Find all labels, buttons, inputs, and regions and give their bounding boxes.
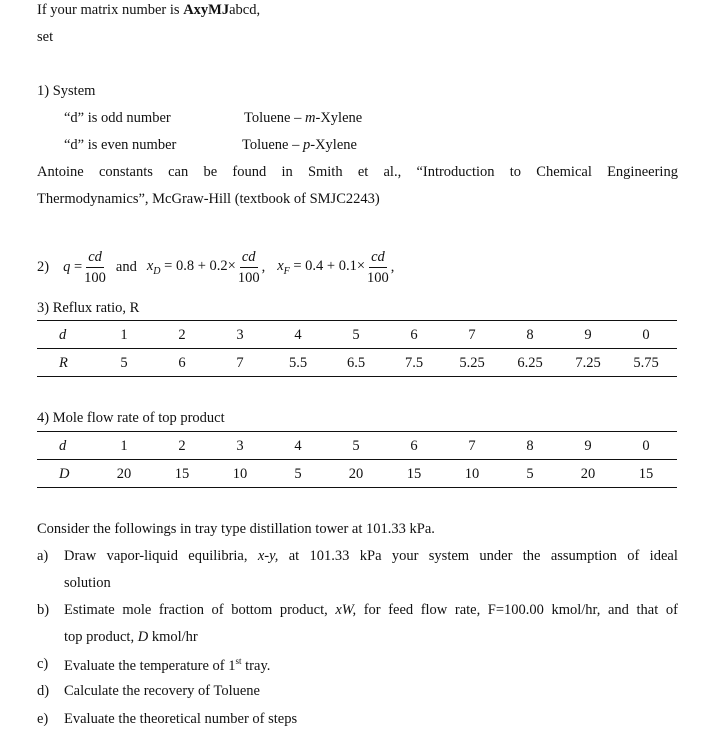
word: equilibria, bbox=[188, 548, 248, 564]
header-line-1 bbox=[37, 2, 260, 19]
frac-xd bbox=[238, 247, 260, 288]
frac-xf-den: 100 bbox=[367, 269, 389, 286]
equation-line bbox=[37, 244, 394, 290]
word: Draw bbox=[64, 548, 97, 564]
word: under bbox=[479, 548, 513, 564]
word: be bbox=[203, 164, 218, 180]
end-comma: , bbox=[390, 258, 395, 275]
word: the bbox=[522, 548, 541, 564]
table-cell: 20 bbox=[116, 466, 132, 482]
top-row1-head: d bbox=[59, 438, 67, 454]
table-cell: 7.5 bbox=[404, 355, 424, 371]
question-e-text: Evaluate the theoretical number of steps bbox=[64, 711, 298, 727]
word: Smith bbox=[307, 164, 343, 180]
table-cell: 5.25 bbox=[459, 355, 485, 371]
table-cell: 1 bbox=[120, 327, 128, 343]
table-rule-top bbox=[37, 320, 677, 321]
word: rate, bbox=[454, 602, 481, 618]
header-matrix-bold: AxyMJ bbox=[183, 2, 230, 18]
table-cell: 15 bbox=[174, 466, 190, 482]
even-pair-a: Toluene – bbox=[242, 137, 303, 153]
question-d-label: d) bbox=[37, 683, 50, 699]
frac-xf-num: cd bbox=[369, 247, 387, 268]
antoine-line-2: Thermodynamics”, McGraw-Hill (textbook of SMJC2243) bbox=[37, 191, 380, 207]
table-cell: 5 bbox=[352, 438, 360, 454]
c-text-a: Evaluate the temperature of 1 bbox=[64, 657, 236, 674]
word: system bbox=[428, 548, 470, 564]
word: Antoine bbox=[37, 164, 84, 180]
table-cell: 4 bbox=[294, 438, 302, 454]
word: vapor-liquid bbox=[106, 548, 178, 564]
word: et bbox=[357, 164, 369, 180]
question-a-line-1 bbox=[64, 548, 678, 565]
table-cell: 4 bbox=[294, 327, 302, 343]
table-cell: 0 bbox=[642, 327, 650, 343]
word: assumption bbox=[550, 548, 617, 564]
even-pair bbox=[242, 137, 357, 154]
odd-pair-b: m bbox=[305, 110, 316, 126]
word: that bbox=[636, 602, 659, 618]
table-cell: 3 bbox=[236, 438, 244, 454]
table-cell: 0 bbox=[642, 438, 650, 454]
b-line2-c: kmol/hr bbox=[148, 629, 198, 645]
table-cell: 7 bbox=[468, 327, 476, 343]
frac-q-den: 100 bbox=[84, 269, 106, 286]
header-line-2: set bbox=[37, 29, 54, 45]
table-cell: 5 bbox=[352, 327, 360, 343]
item2-label: 2) bbox=[37, 258, 50, 275]
word: feed bbox=[388, 602, 414, 618]
word: of bbox=[211, 602, 224, 618]
question-c-label: c) bbox=[37, 656, 49, 672]
word: kmol/hr, bbox=[551, 602, 601, 618]
xd-value: = 0.8 + 0.2× bbox=[160, 257, 236, 274]
word: at bbox=[288, 548, 300, 564]
table-cell: 5 bbox=[526, 466, 534, 482]
table-cell: 6.25 bbox=[517, 355, 543, 371]
table-cell: 8 bbox=[526, 438, 534, 454]
frac-xd-num: cd bbox=[240, 247, 258, 268]
frac-q-num: cd bbox=[86, 247, 104, 268]
and-word: and bbox=[115, 258, 137, 275]
b-line2-b: D bbox=[137, 629, 149, 645]
word: of bbox=[627, 548, 640, 564]
word: al., bbox=[383, 164, 402, 180]
word: in bbox=[281, 164, 293, 180]
word: xW, bbox=[335, 602, 357, 618]
even-pair-c: -Xylene bbox=[310, 137, 357, 153]
even-condition: “d” is even number bbox=[64, 137, 177, 153]
odd-pair-a: Toluene – bbox=[244, 110, 305, 126]
separator: , bbox=[261, 258, 266, 275]
question-b-line-2 bbox=[64, 629, 198, 646]
word: and bbox=[608, 602, 629, 618]
question-d-text: Calculate the recovery of Toluene bbox=[64, 683, 260, 699]
word: Chemical bbox=[536, 164, 592, 180]
table-cell: 5.5 bbox=[288, 355, 308, 371]
frac-xd-den: 100 bbox=[237, 269, 260, 286]
word: kPa bbox=[359, 548, 382, 564]
word: your bbox=[391, 548, 419, 564]
word: F=100.00 bbox=[487, 602, 544, 618]
table-cell: 5 bbox=[120, 355, 128, 371]
table-cell: 8 bbox=[526, 327, 534, 343]
c-text-b: tray. bbox=[241, 657, 271, 674]
table-cell: 5 bbox=[294, 466, 302, 482]
question-b-label: b) bbox=[37, 602, 50, 618]
word: to bbox=[509, 164, 522, 180]
table-rule-mid bbox=[37, 459, 677, 460]
word: of bbox=[665, 602, 678, 618]
system-label: 1) System bbox=[37, 83, 96, 99]
xf-sub: F bbox=[283, 265, 290, 277]
table-cell: 9 bbox=[584, 438, 592, 454]
xd-symbol: x bbox=[146, 257, 154, 274]
reflux-row1-head: d bbox=[59, 327, 67, 343]
table-cell: 6 bbox=[410, 438, 418, 454]
word: x-y, bbox=[257, 548, 279, 564]
word: 101.33 bbox=[309, 548, 350, 564]
word: constants bbox=[98, 164, 153, 180]
questions-intro: Consider the followings in tray type distillation tower at 101.33 kPa. bbox=[37, 521, 435, 537]
reflux-row2-head: R bbox=[59, 355, 68, 371]
word: ideal bbox=[649, 548, 678, 564]
table-cell: 10 bbox=[464, 466, 480, 482]
xd-sub: D bbox=[153, 265, 161, 277]
q-symbol: q = bbox=[63, 258, 83, 275]
even-pair-b: p bbox=[303, 137, 311, 153]
word: “Introduction bbox=[416, 164, 495, 180]
question-a-label: a) bbox=[37, 548, 49, 564]
table-cell: 20 bbox=[580, 466, 596, 482]
frac-q bbox=[84, 247, 106, 288]
question-a-line-2: solution bbox=[64, 575, 111, 591]
word: Engineering bbox=[607, 164, 678, 180]
table-cell: 7 bbox=[468, 438, 476, 454]
header-prefix: If your matrix number is bbox=[37, 2, 184, 18]
table-cell: 7 bbox=[236, 355, 244, 371]
table-cell: 15 bbox=[406, 466, 422, 482]
table-cell: 2 bbox=[178, 438, 186, 454]
table-cell: 7.25 bbox=[575, 355, 601, 371]
word: for bbox=[363, 602, 381, 618]
table-cell: 1 bbox=[120, 438, 128, 454]
table-cell: 3 bbox=[236, 327, 244, 343]
top-row2-head: D bbox=[59, 466, 70, 482]
table-cell: 5.75 bbox=[633, 355, 659, 371]
xf-value: = 0.4 + 0.1× bbox=[289, 257, 366, 274]
frac-xf bbox=[367, 247, 389, 288]
b-line2-a: top product, bbox=[64, 629, 138, 645]
table-cell: 10 bbox=[232, 466, 248, 482]
reflux-table bbox=[37, 320, 677, 378]
table-cell: 2 bbox=[178, 327, 186, 343]
table-cell: 20 bbox=[348, 466, 364, 482]
table-rule-bottom bbox=[37, 487, 677, 488]
table-cell: 9 bbox=[584, 327, 592, 343]
table-rule-bottom bbox=[37, 376, 677, 377]
table-rule-mid bbox=[37, 348, 677, 349]
word: flow bbox=[420, 602, 448, 618]
question-e-label: e) bbox=[37, 711, 49, 727]
word: found bbox=[232, 164, 267, 180]
table-cell: 15 bbox=[638, 466, 654, 482]
reflux-title: 3) Reflux ratio, R bbox=[37, 300, 140, 316]
odd-pair bbox=[244, 110, 362, 127]
xd-expr bbox=[147, 258, 236, 277]
table-rule-top bbox=[37, 431, 677, 432]
table-cell: 6 bbox=[178, 355, 186, 371]
odd-condition: “d” is odd number bbox=[64, 110, 171, 126]
xf-expr bbox=[277, 258, 365, 277]
top-product-title: 4) Mole flow rate of top product bbox=[37, 410, 225, 426]
question-b-line-1 bbox=[64, 602, 678, 619]
xf-symbol: x bbox=[277, 257, 284, 274]
antoine-line-1 bbox=[37, 164, 678, 181]
word: can bbox=[168, 164, 189, 180]
c-sup: st bbox=[235, 656, 242, 666]
odd-pair-c: -Xylene bbox=[315, 110, 363, 126]
word: bottom bbox=[231, 602, 273, 618]
table-cell: 6.5 bbox=[346, 355, 366, 371]
word: product, bbox=[279, 602, 328, 618]
question-c-text bbox=[64, 656, 270, 675]
word: fraction bbox=[158, 602, 204, 618]
table-cell: 6 bbox=[410, 327, 418, 343]
word: mole bbox=[122, 602, 152, 618]
top-product-table bbox=[37, 431, 677, 489]
word: Estimate bbox=[64, 602, 115, 618]
header-suffix: abcd, bbox=[229, 2, 261, 18]
